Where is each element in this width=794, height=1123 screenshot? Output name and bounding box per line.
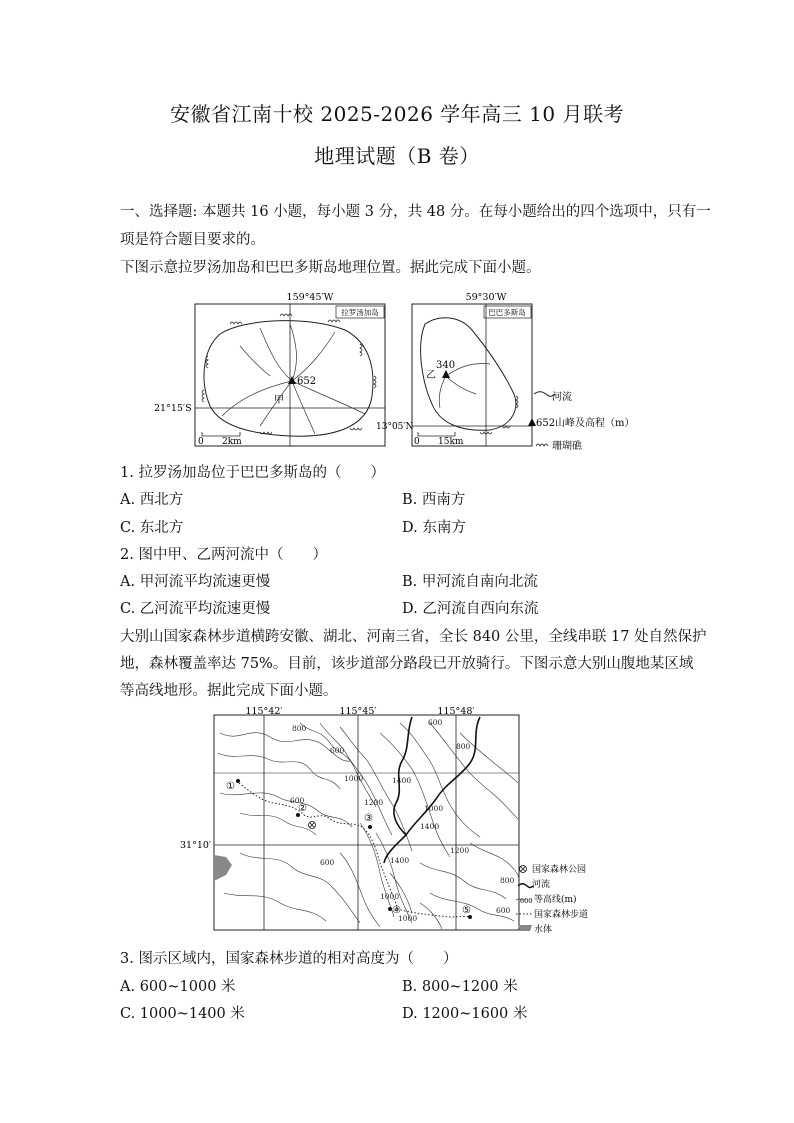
q1-stem: 1. 拉罗汤加岛位于巴巴多斯岛的（ ）: [120, 465, 385, 481]
contour-label: 1200: [364, 798, 384, 807]
q1-option-d[interactable]: D. 东南方: [402, 520, 466, 536]
section-instruction-line1: 一、选择题: 本题共 16 小题，每小题 3 分，共 48 分。在每小题给出的四个选项中，只有一: [120, 204, 711, 220]
river-jia-label: 甲: [274, 395, 284, 406]
q1-option-c[interactable]: C. 东北方: [120, 520, 184, 536]
lon-label-2: 115°45′: [339, 706, 377, 717]
rarotonga-peak-height: 652: [297, 376, 317, 387]
q1-option-a[interactable]: A. 西北方: [120, 492, 184, 508]
barbados-longitude: 59°30′W: [465, 292, 507, 303]
legend-river-label2: 河流: [532, 880, 551, 890]
contour-label: 1400: [392, 776, 412, 785]
point-1: ①: [226, 781, 235, 792]
legend-park-label: 国家森林公园: [532, 865, 587, 875]
river-yi-label: 乙: [426, 370, 436, 381]
legend-trail-label: 国家森林步道: [534, 910, 589, 920]
lon-label-3: 115°48′: [437, 706, 475, 717]
legend-water-label: 水体: [534, 925, 553, 935]
q2-option-a[interactable]: A. 甲河流平均流速更慢: [120, 574, 271, 590]
exam-title: 安徽省江南十校 2025-2026 学年高三 10 月联考: [170, 102, 624, 126]
contour-label: 1000: [398, 914, 418, 923]
barbados-scale: 15km: [438, 437, 464, 447]
island-location-map: [150, 286, 640, 454]
contour-label: 800: [456, 742, 471, 751]
contour-label: 1000: [424, 804, 444, 813]
q2-stem: 2. 图中甲、乙两河流中（ ）: [120, 547, 327, 563]
passage2-line3: 等高线地形。据此完成下面小题。: [120, 683, 338, 699]
q2-option-b[interactable]: B. 甲河流自南向北流: [402, 574, 538, 590]
legend-reef-label: 珊瑚礁: [552, 441, 582, 452]
contour-label: 800: [500, 876, 515, 885]
contour-label: 1400: [420, 822, 440, 831]
dabie-contour-map: [180, 703, 620, 935]
lon-label-1: 115°42′: [245, 706, 283, 717]
q1-option-b[interactable]: B. 西南方: [402, 492, 466, 508]
legend-reef-icon: [536, 444, 548, 446]
legend-peak-icon: [528, 418, 536, 426]
rarotonga-label: 拉罗汤加岛: [341, 308, 379, 317]
legend-peak-label: 山峰及高程（m）: [555, 418, 635, 429]
rarotonga-scale: 2km: [222, 437, 242, 447]
contour-label: 600: [330, 746, 345, 755]
q3-option-a[interactable]: A. 600~1000 米: [120, 979, 236, 995]
lat-label: 31°10′: [180, 840, 212, 851]
barbados-latitude: 13°05′N: [376, 422, 414, 432]
q2-option-c[interactable]: C. 乙河流平均流速更慢: [120, 601, 271, 617]
q3-option-d[interactable]: D. 1200~1600 米: [402, 1006, 528, 1022]
map1-intro: 下图示意拉罗汤加岛和巴巴多斯岛地理位置。据此完成下面小题。: [120, 260, 541, 276]
location-points: [236, 779, 472, 919]
contour-label: 1000: [344, 774, 364, 783]
coral-reef-marks: [202, 314, 376, 434]
exam-subtitle: 地理试题（B 卷）: [314, 144, 480, 168]
point-2: ②: [298, 803, 307, 814]
barbados-peak-height: 340: [436, 360, 456, 371]
point-4: ④: [392, 905, 401, 916]
rarotonga-scale-zero: 0: [198, 437, 204, 447]
legend-peak-value: 652: [536, 418, 556, 429]
rarotonga-coastline: [204, 321, 373, 437]
contour-label: 600: [320, 858, 335, 867]
legend-contour-label: 等高线(m): [534, 895, 577, 905]
q3-option-c[interactable]: C. 1000~1400 米: [120, 1006, 245, 1022]
contour-label: 600: [428, 718, 443, 727]
forest-trail: [236, 781, 472, 919]
barbados-scale-zero: 0: [414, 437, 420, 447]
section-instruction-line2: 项是符合题目要求的。: [120, 232, 265, 248]
point-5: ⑤: [462, 905, 471, 916]
legend-river-icon2: [518, 884, 533, 888]
contour-label: 1000: [380, 892, 400, 901]
contour-label: 600: [290, 796, 305, 805]
legend-water-icon: [518, 925, 532, 931]
rarotonga-latitude: 21°15′S: [154, 403, 192, 414]
water-body: [214, 855, 232, 881]
point-3: ③: [364, 813, 373, 824]
q3-stem: 3. 图示区域内，国家森林步道的相对高度为（ ）: [120, 951, 458, 967]
passage2-line1: 大别山国家森林步道横跨安徽、湖北、河南三省，全长 840 公里，全线串联 17 处自然保护: [120, 629, 707, 645]
peak-icon: [288, 376, 296, 384]
barbados-label: 巴巴多斯岛: [488, 308, 526, 317]
contour-label: 1400: [390, 856, 410, 865]
legend-contour-value: 600: [520, 897, 533, 905]
contour-label: 1200: [450, 846, 470, 855]
forest-park-markers: [309, 822, 316, 829]
contour-label: 600: [496, 906, 511, 915]
main-river: [384, 717, 480, 863]
rarotonga-longitude: 159°45′W: [286, 292, 334, 303]
passage2-line2: 地，森林覆盖率达 75%。目前，该步道部分路段已开放骑行。下图示意大别山腹地某区域: [120, 656, 694, 672]
q3-option-b[interactable]: B. 800~1200 米: [402, 979, 518, 995]
map2-legend: [516, 863, 588, 935]
contour-label: 800: [292, 724, 307, 733]
legend-river-label: 河流: [552, 392, 572, 403]
q2-option-d[interactable]: D. 乙河流自西向东流: [402, 601, 539, 617]
